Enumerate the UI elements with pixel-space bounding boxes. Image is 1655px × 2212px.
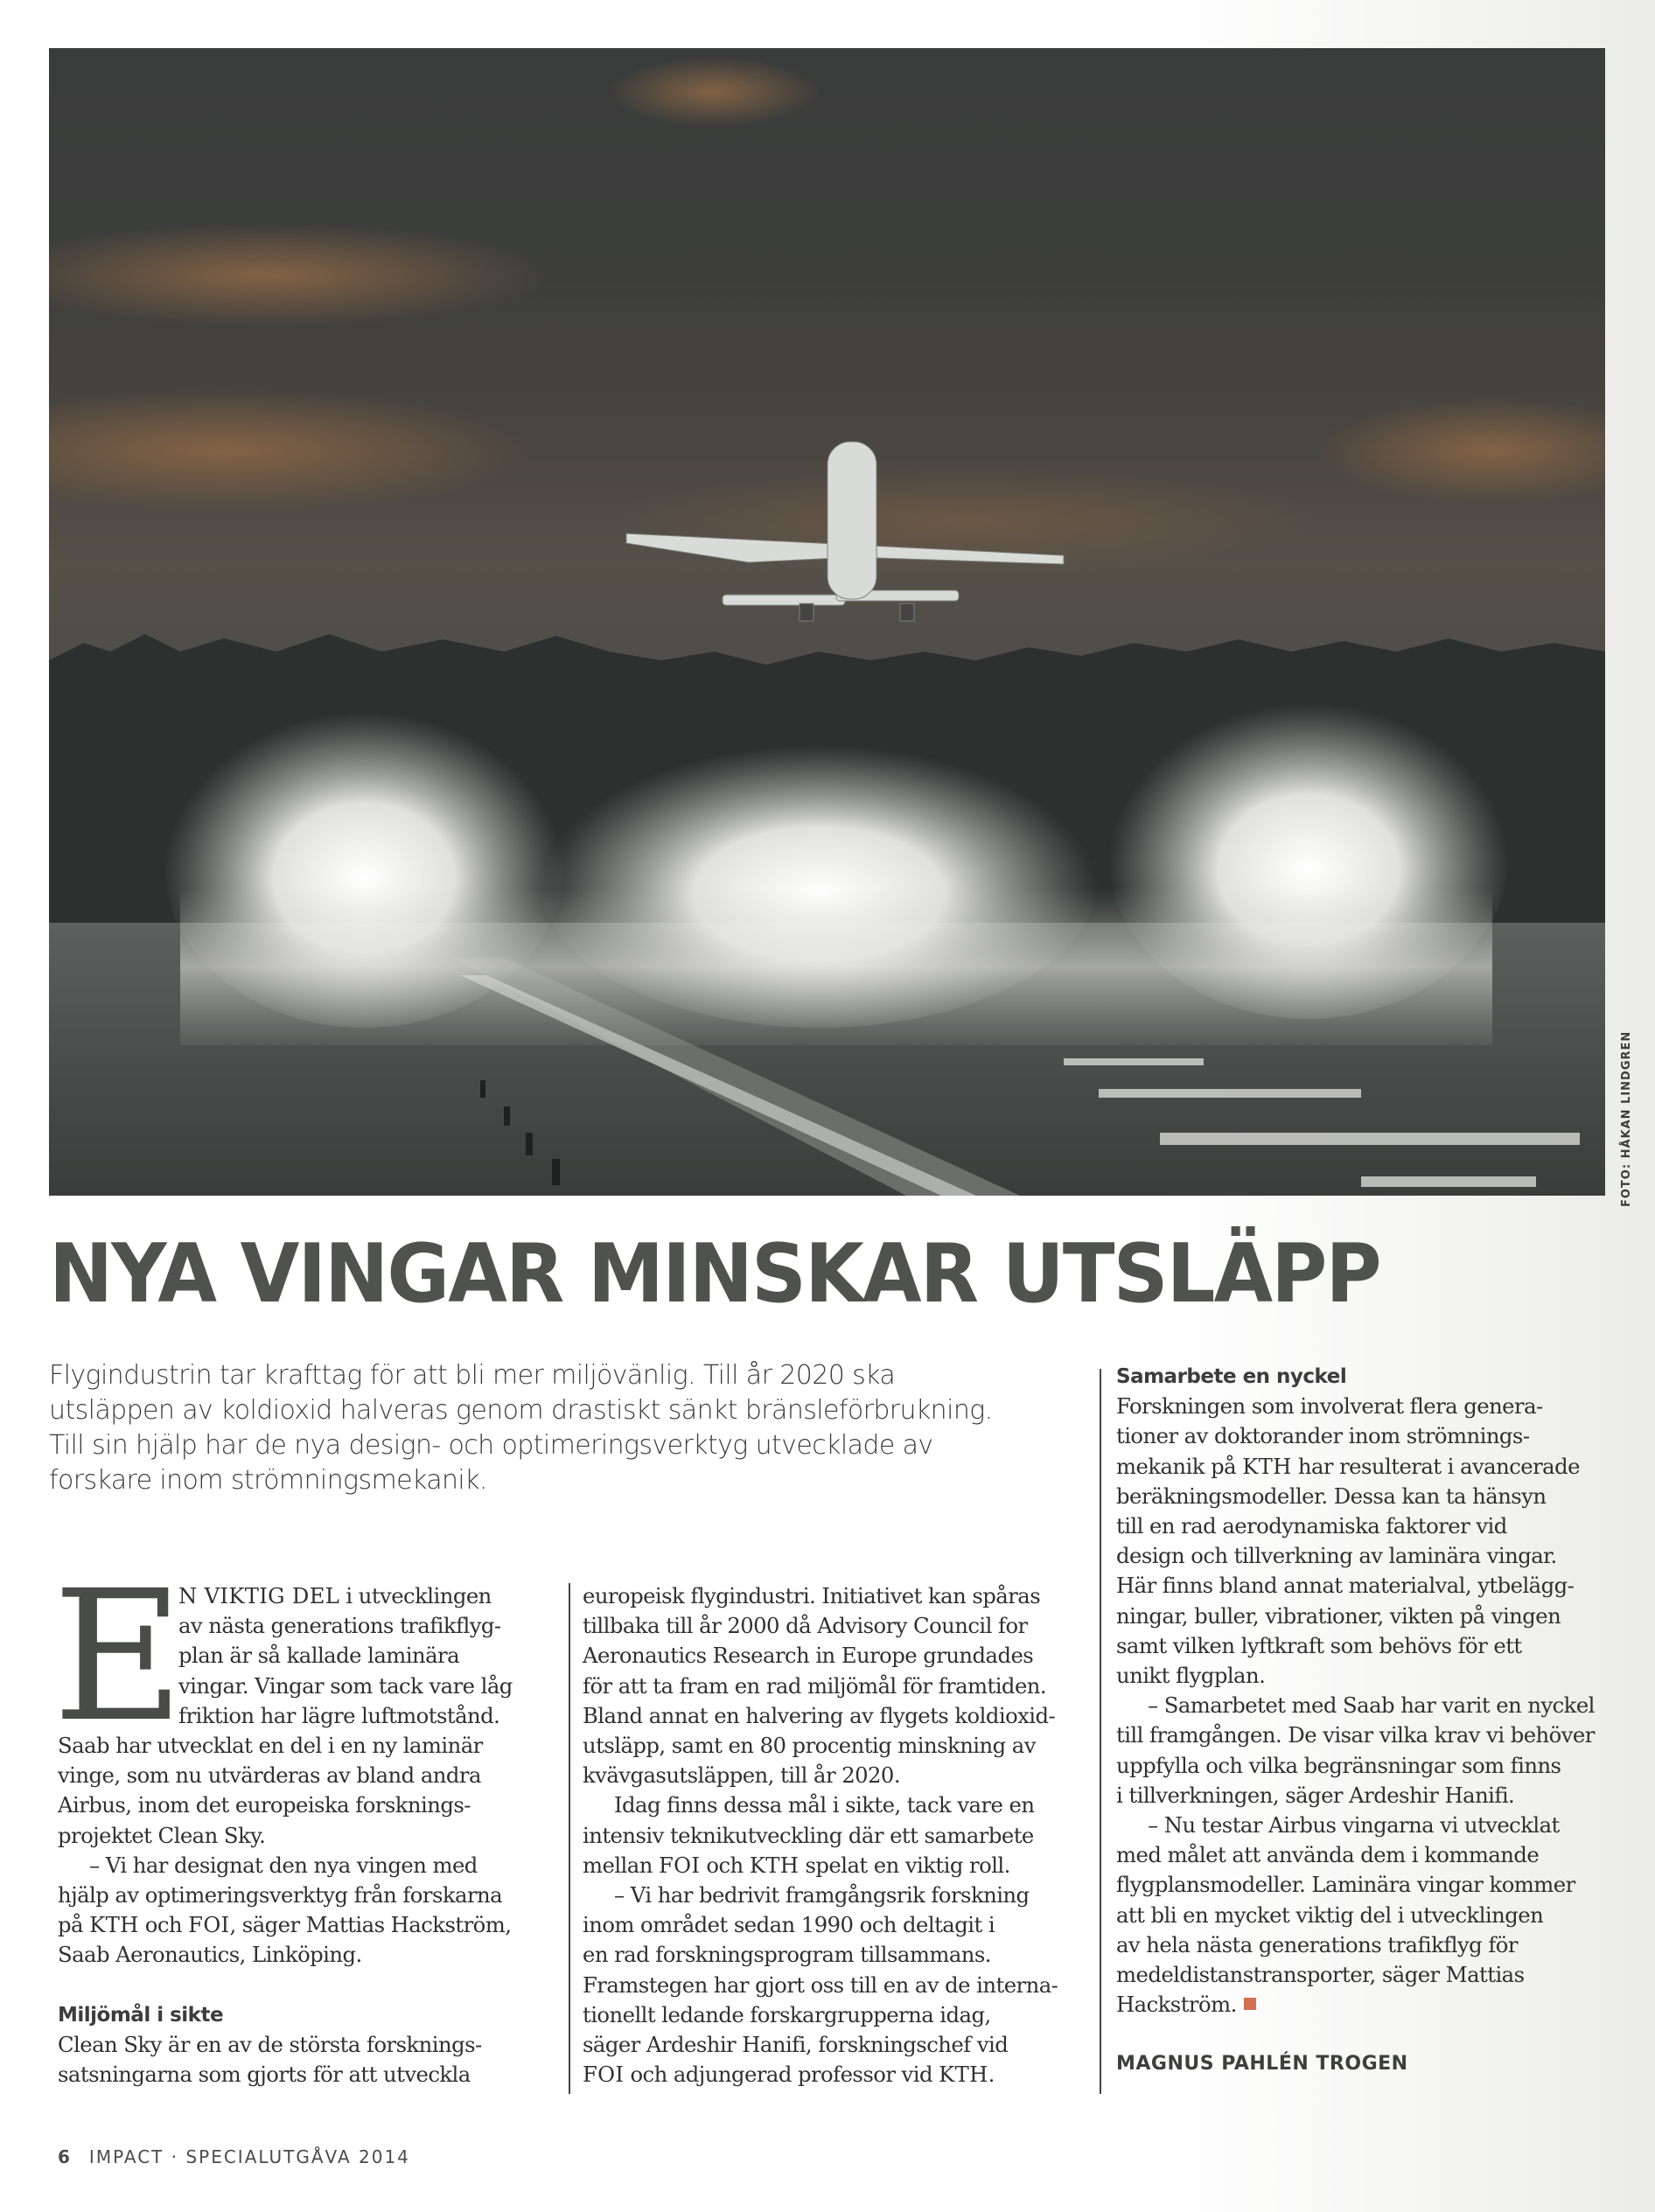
intro-line: Flygindustrin tar krafttag för att bli mer miljövänlig. Till år 2020 ska [49, 1360, 896, 1391]
text-fragment: och [138, 1912, 189, 1938]
kth-abbrev: KTH [1242, 1453, 1292, 1479]
text-line: – Vi har designat den nya vingen med [89, 1852, 478, 1878]
text-line: uppfylla och vilka begränsningar som finns [1116, 1752, 1561, 1778]
author-byline: MAGNUS PAHLÉN TROGEN [1116, 2053, 1408, 2076]
publication-name: IMPACT · SPECIALUTGÅVA 2014 [88, 2146, 410, 2167]
foi-abbrev: FOI [583, 2062, 625, 2088]
paragraph-gap [58, 1971, 548, 2000]
page-footer [58, 2146, 410, 2167]
text-fragment: Hackström. [1116, 1992, 1237, 2018]
text-line [583, 1851, 1081, 1881]
text-line: flygplansmodeller. Laminära vingar kommer [1116, 1872, 1575, 1898]
text-line: för att ta fram en rad miljömål för framtiden. [583, 1672, 1047, 1699]
foi-abbrev: FOI [658, 1852, 701, 1878]
text-line: europeisk flygindustri. Initiativet kan spåras [583, 1583, 1041, 1608]
text-line: att bli en mycket viktig del i utvecklingen [1116, 1901, 1544, 1928]
text-fragment: mellan [583, 1852, 659, 1878]
text-line: friktion har lägre luftmotstånd. [178, 1702, 500, 1728]
article-column-1 [52, 1552, 548, 2090]
text-fragment: spelat en viktig roll. [799, 1852, 1010, 1878]
article-headline: NYA VINGAR MINSKAR UTSLÄPP [49, 1226, 1380, 1321]
text-line: vinge, som nu utvärderas av bland andra [58, 1762, 481, 1789]
text-line: i tillverkningen, säger Ardeshir Hanifi. [1116, 1782, 1515, 1808]
text-line: Clean Sky är en av de största forsknings- [58, 2031, 482, 2057]
dropcap-letter: E [52, 1552, 184, 1762]
text-fragment: . [988, 2062, 995, 2088]
text-line: samt vilken lyftkraft som behövs för ett [1116, 1632, 1522, 1658]
intro-line: Till sin hjälp har de nya design- och optimeringsverktyg utvecklade av [49, 1430, 933, 1461]
intro-line: utsläppen av koldioxid halveras genom drastiskt sänkt bränsleförbrukning. [49, 1395, 993, 1426]
text-line: – Vi har bedrivit framgångsrik forskning [614, 1882, 1030, 1908]
kth-abbrev: KTH [89, 1912, 139, 1938]
text-line: Saab har utvecklat en del i en ny laminär [58, 1733, 483, 1759]
kth-abbrev: KTH [749, 1852, 800, 1878]
text-line: intensiv teknikutveckling där ett samarbete [583, 1822, 1034, 1848]
text-line: plan är så kallade laminära [178, 1643, 460, 1669]
text-line: tioner av doktorander inom strömnings- [1116, 1423, 1530, 1449]
text-line: av nästa generations trafikflyg- [178, 1613, 501, 1639]
text-line: – Nu testar Airbus vingarna vi utvecklat [1148, 1812, 1560, 1839]
text-line: Framstegen har gjort oss till en av de interna- [583, 1971, 1058, 1998]
text-line: hjälp av optimeringsverktyg från forskarna [58, 1882, 503, 1908]
text-line: tillbaka till år 2000 då Advisory Council for [583, 1613, 1028, 1639]
text-fragment: i utvecklingen [339, 1583, 492, 1608]
text-line: säger Ardeshir Hanifi, forskningschef vid [583, 2032, 1009, 2058]
column-divider [1100, 1369, 1101, 2094]
text-line: Airbus, inom det europeiska forsknings- [58, 1792, 471, 1818]
text-fragment: och adjungerad professor vid [624, 2062, 939, 2088]
article-column-3 [1116, 1362, 1615, 2080]
subheading: Miljömål i sikte [58, 2003, 224, 2027]
text-line [1116, 1452, 1615, 1482]
foi-abbrev: FOI [188, 1912, 230, 1938]
text-line: beräkningsmodeller. Dessa kan ta hänsyn [1116, 1483, 1547, 1509]
intro-line: forskare inom strömningsmekanik. [49, 1465, 487, 1496]
text-line: till en rad aerodynamiska faktorer vid [1116, 1513, 1507, 1539]
text-line: av hela nästa generations trafikflyg för [1116, 1931, 1518, 1957]
text-line [1116, 1990, 1615, 2020]
text-line: Idag finns dessa mål i sikte, tack vare en [614, 1792, 1035, 1818]
text-line: utsläpp, samt en 80 procentig minskning av [583, 1733, 1036, 1759]
column-divider [569, 1583, 570, 2094]
text-fragment: och [700, 1852, 750, 1878]
text-line: Saab Aeronautics, Linköping. [58, 1942, 362, 1968]
kth-abbrev: KTH [939, 2062, 988, 2088]
lead-caps: N VIKTIG DEL [178, 1583, 340, 1608]
text-line: inom området sedan 1990 och deltagit i [583, 1912, 995, 1938]
photo-illustration [49, 48, 1605, 1196]
text-fragment: mekanik på [1116, 1453, 1243, 1479]
text-line: Forskningen som involverat flera genera- [1116, 1393, 1543, 1420]
text-line: Aeronautics Research in Europe grundades [583, 1643, 1034, 1669]
page-number: 6 [58, 2146, 70, 2167]
subheading: Samarbete en nyckel [1116, 1365, 1347, 1388]
text-line [583, 2060, 1081, 2090]
text-line: till framgången. De visar vilka krav vi behöver [1116, 1722, 1595, 1748]
article-column-2 [583, 1581, 1081, 2090]
text-line: medeldistanstransporter, säger Mattias [1116, 1962, 1525, 1988]
text-line: kvävgasutsläppen, till år 2020. [583, 1762, 901, 1789]
text-line: satsningarna som gjorts för att utveckla [58, 2062, 471, 2088]
text-line [58, 1910, 548, 1940]
text-line: ningar, buller, vibrationer, vikten på vingen [1116, 1602, 1561, 1629]
text-line: Här finns bland annat materialval, ytbelägg- [1116, 1573, 1575, 1599]
text-fragment: på [58, 1912, 90, 1938]
article-intro [49, 1358, 1064, 1498]
text-line: unikt flygplan. [1116, 1663, 1266, 1689]
text-line: en rad forskningsprogram tillsammans. [583, 1942, 991, 1968]
text-line: design och tillverkning av laminära vingar. [1116, 1543, 1557, 1569]
text-line: – Samarbetet med Saab har varit en nyckel [1148, 1692, 1595, 1719]
text-line: tionellt ledande forskargrupperna idag, [583, 2001, 991, 2027]
text-fragment: , säger Mattias Hackström, [229, 1912, 512, 1938]
text-fragment: har resulterat i avancerade [1291, 1453, 1580, 1479]
end-mark-icon [1244, 1998, 1256, 2010]
photo-credit: FOTO: HÅKAN LINDGREN [1620, 1030, 1633, 1207]
text-line: med målet att använda dem i kommande [1116, 1842, 1540, 1868]
text-line: projektet Clean Sky. [58, 1822, 266, 1848]
text-line: vingar. Vingar som tack vare låg [178, 1672, 513, 1699]
airplane-takeoff-photo [49, 48, 1605, 1196]
text-line: Bland annat en halvering av flygets koldioxid- [583, 1702, 1056, 1728]
